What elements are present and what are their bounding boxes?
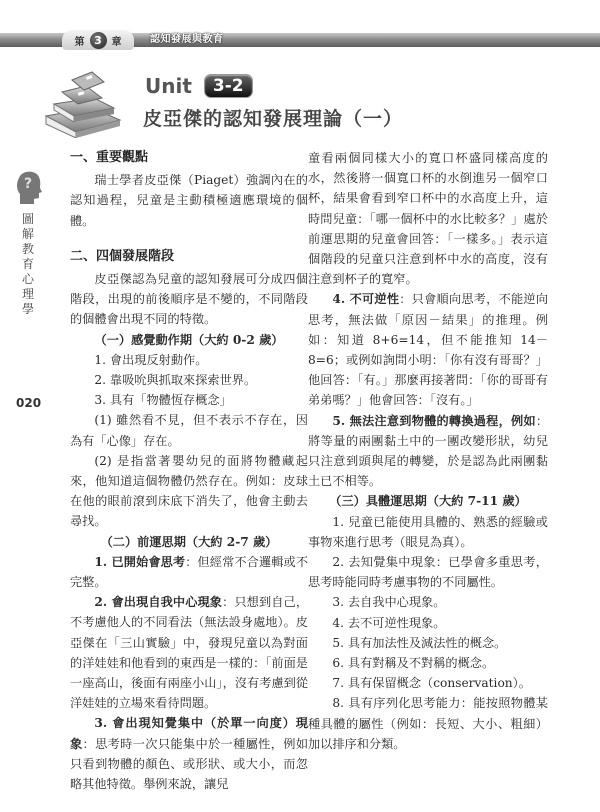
list-item: 2. 靠吸吮與抓取來探索世界。: [94, 373, 257, 388]
page-number: 020: [16, 396, 42, 410]
unit-number-badge: 3-2: [204, 74, 253, 98]
item-text: ：但經常不合邏輯或不完整。: [70, 554, 309, 590]
list-item: 7. 具有保留概念（conservation）。: [332, 676, 531, 691]
section-heading-four-stages: 二、四個發展階段: [70, 248, 175, 264]
chapter-tab: [62, 30, 134, 50]
item-text: ：只想到自己，不考慮他人的不同看法（無法設身處地）。皮亞傑在「三山實驗」中，發現兒童以為對面的洋娃娃和他看到的東西是一樣的：「前面是一座高山，後面有兩座小山」，沒有考慮到從洋娃娃的立場來看待問題。: [70, 595, 309, 711]
list-item: 4. 去不可逆性現象。: [332, 615, 446, 630]
stage-heading-sensorimotor: （一）感覺動作期（大約 0-2 歲）: [94, 332, 284, 347]
item-bold-label: 1. 已開始會思考: [94, 554, 186, 569]
preop-item-1: [70, 552, 308, 592]
item-bold-label: 4. 不可逆性: [332, 292, 400, 307]
svg-text:?: ?: [23, 176, 33, 192]
paragraph-piaget-intro: 瑞士學者皮亞傑（Piaget）強調內在的認知過程，兒童是主動積極適應環境的個體。: [70, 173, 308, 228]
paragraph-stages-intro: 皮亞傑認為兒童的認知發展可分成四個階段，出現的前後順序是不變的，不同階段的個體會出現不同的特徵。: [70, 272, 308, 327]
item-bold-label: 3. 會出現知覺集中（於單一向度）現象: [70, 716, 308, 751]
paragraph-cup-experiment: 童看兩個同樣大小的寬口杯盛同樣高度的水，然後將一個寬口杯的水倒進另一個窄口杯，結果會看到窄口杯中的水高度上升，這時問兒童：「哪一個杯中的水比較多？」處於前運思期的兒童會回答：「一樣多。」表示這個階段的兒童只注意到杯中水的高度，沒有注意到杯子的寬窄。: [308, 151, 548, 287]
left-column: [70, 148, 308, 794]
list-item: 5. 具有加法性及減法性的概念。: [332, 635, 507, 650]
item-text: ：只會順向思考，不能逆向思考，無法做「原因－結果」的推理。例如：知道 8+6=14，但不能推知 14－8=6；或例如詢問小明：「你有沒有哥哥？」他回答：「有。」那麼再接著問：「你的哥哥有弟弟嗎？」他會回答：「沒有。」: [308, 292, 549, 408]
list-item: 3. 具有「物體恆存概念」: [94, 393, 232, 408]
book-title-vertical: 圖解教育心理學: [21, 212, 34, 316]
list-item: 3. 去自我中心現象。: [332, 595, 446, 610]
sub-item-mental-image: (1) 雖然看不見，但不表示不存在，因為有「心像」存在。: [70, 413, 308, 448]
chapter-number-badge: 3: [90, 32, 107, 49]
list-item: 1. 會出現反射動作。: [94, 352, 208, 367]
section-heading-important-views: 一、重要觀點: [70, 150, 149, 165]
list-item: 8. 具有序列化思考能力：能按照物體某種具體的屬性（例如：長短、大小、粗細）加以排序和分類。: [308, 696, 548, 751]
chapter-title: 認知發展與教育: [150, 34, 224, 45]
list-item: 2. 去知覺集中現象：已學會多重思考，思考時能同時考慮事物的不同屬性。: [308, 555, 548, 590]
chapter-suffix: 章: [111, 36, 122, 48]
item-bold-label: 5. 無法注意到物體的轉換過程，例如: [332, 413, 536, 428]
preop-item-5: [308, 411, 548, 492]
item-bold-label: 2. 會出現自我中心現象: [94, 595, 223, 610]
unit-label-row: [145, 74, 253, 98]
preop-item-4: [308, 289, 548, 410]
books-icon: [42, 70, 124, 138]
unit-title: 皮亞傑的認知發展理論（一）: [143, 108, 404, 130]
unit-label: Unit: [145, 74, 192, 98]
preop-item-3: [70, 713, 308, 794]
list-item: 6. 具有對稱及不對稱的概念。: [332, 656, 495, 671]
list-item: 1. 兒童已能使用具體的、熟悉的經驗或事物來進行思考（眼見為真）。: [308, 514, 548, 549]
stage-heading-concrete-operational: （三）具體運思期（大約 7-11 歲）: [329, 494, 527, 509]
right-column: [308, 148, 548, 754]
item-text: ：將等量的兩團黏土中的一團改變形狀，幼兒只注意到頭與尾的轉變，於是認為此兩團黏土已不相等。: [308, 413, 548, 489]
sub-item-object-permanence: (2) 是指當著嬰幼兒的面將物體藏起來，他知道這個物體仍然存在。例如：皮球在他的眼前滾到床底下消失了，他會主動去尋找。: [70, 453, 308, 529]
chapter-prefix: 第: [74, 36, 85, 48]
preop-item-2: [70, 592, 308, 713]
question-head-icon: [14, 168, 42, 206]
stage-heading-preoperational: （二）前運思期（大約 2-7 歲）: [100, 534, 278, 549]
item-text: ：思考時一次只能集中於一種屬性，例如只看到物體的顏色、或形狀、或大小，而忽略其他特徵。舉例來說，讓兒: [70, 736, 309, 792]
